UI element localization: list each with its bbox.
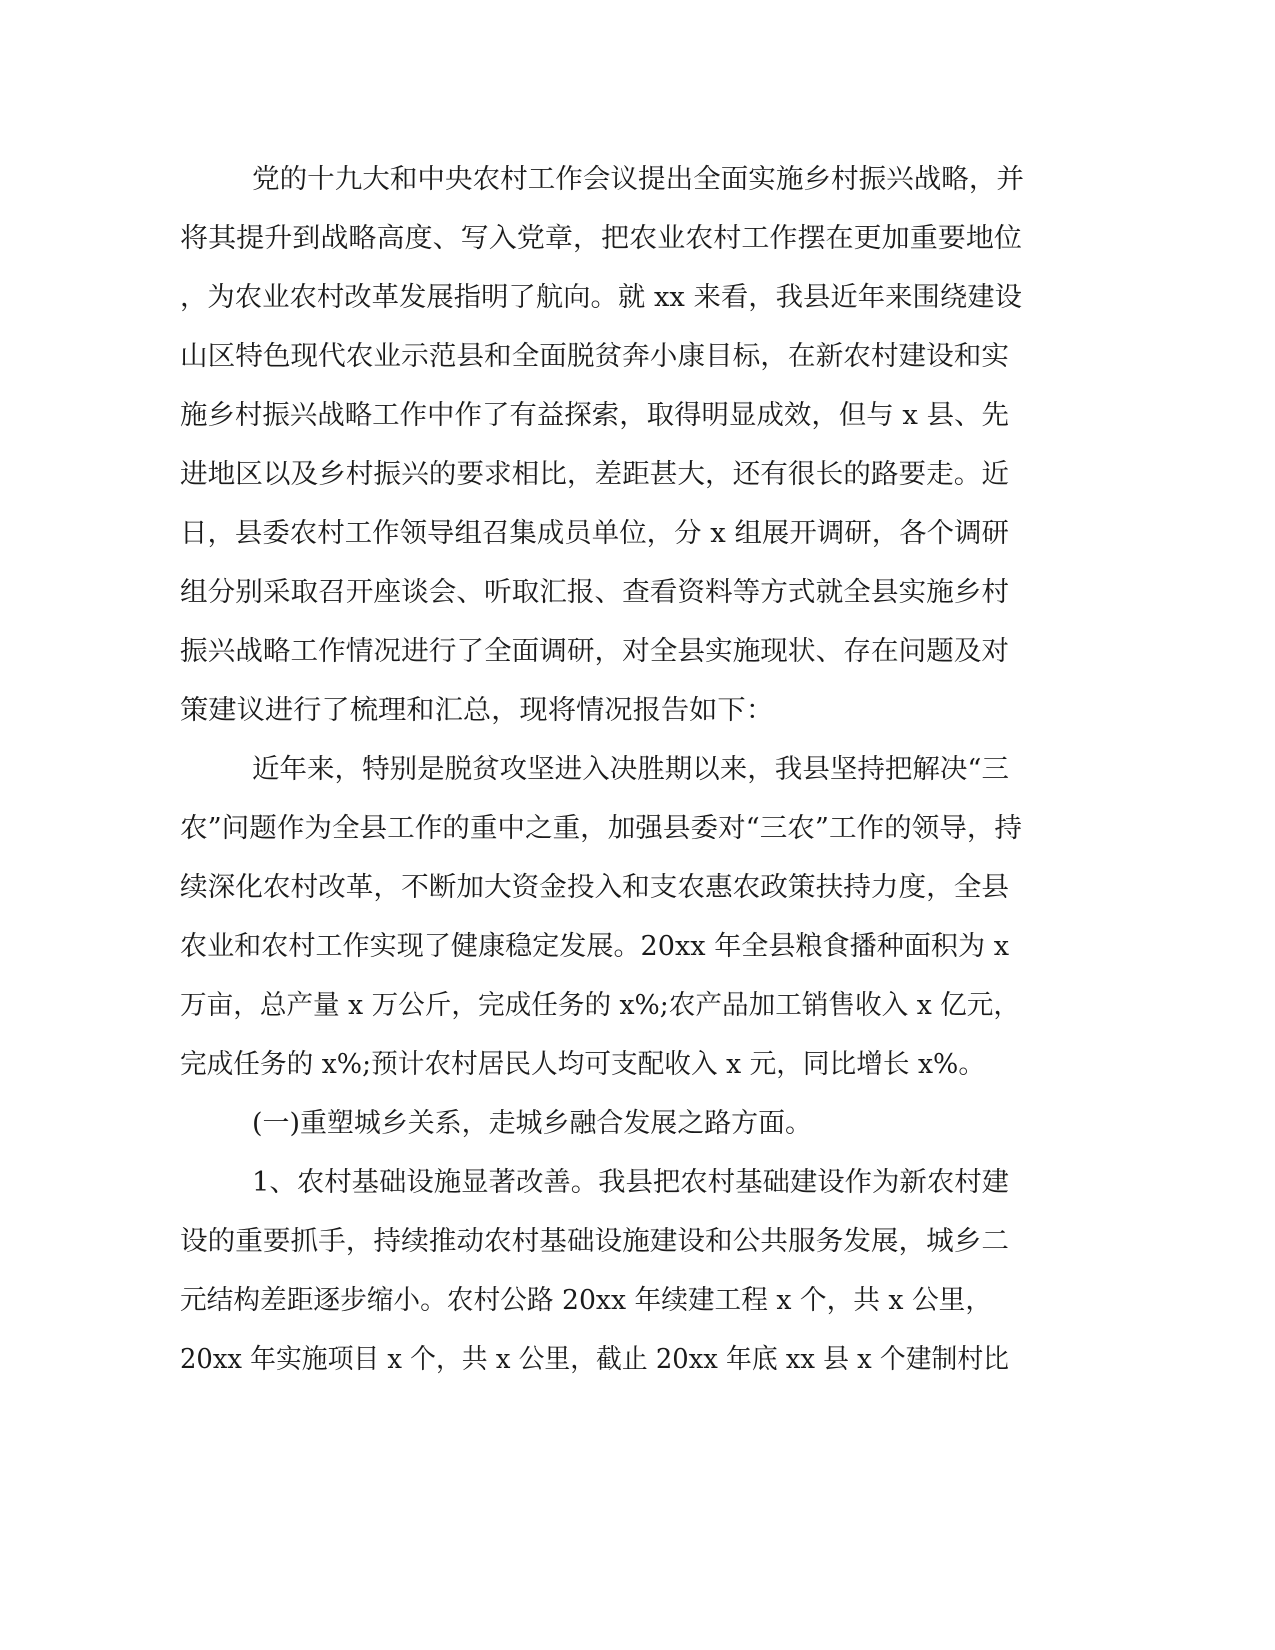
line-text: 农业和农村工作实现了健康稳定发展。20xx 年全县粮食播种面积为 x	[180, 931, 1009, 962]
line-text: 组分别采取召开座谈会、听取汇报、查看资料等方式就全县实施乡村	[180, 577, 1009, 608]
text-line	[0, 691, 1275, 731]
text-line	[0, 1163, 1275, 1203]
text-line	[0, 219, 1275, 259]
text-line	[0, 278, 1275, 318]
text-line	[0, 1222, 1275, 1262]
line-text: 设的重要抓手，持续推动农村基础设施建设和公共服务发展，城乡二	[180, 1226, 1009, 1257]
line-text: 山区特色现代农业示范县和全面脱贫奔小康目标，在新农村建设和实	[180, 341, 1009, 372]
text-line	[0, 927, 1275, 967]
text-line	[0, 986, 1275, 1026]
line-text: (一)重塑城乡关系，走城乡融合发展之路方面。	[252, 1108, 812, 1139]
line-text: 续深化农村改革，不断加大资金投入和支农惠农政策扶持力度，全县	[180, 872, 1009, 903]
text-line	[0, 573, 1275, 613]
line-text: 近年来，特别是脱贫攻坚进入决胜期以来，我县坚持把解决“三	[252, 754, 1009, 785]
line-text: ，为农业农村改革发展指明了航向。就 xx 来看，我县近年来围绕建设	[180, 282, 1022, 313]
line-text: 进地区以及乡村振兴的要求相比，差距甚大，还有很长的路要走。近	[180, 459, 1009, 490]
line-text: 元结构差距逐步缩小。农村公路 20xx 年续建工程 x 个，共 x 公里，	[180, 1285, 992, 1316]
text-line	[0, 1281, 1275, 1321]
text-line	[0, 160, 1275, 200]
line-text: 农”问题作为全县工作的重中之重，加强县委对“三农”工作的领导，持	[180, 813, 1022, 844]
line-text: 将其提升到战略高度、写入党章，把农业农村工作摆在更加重要地位	[180, 223, 1022, 254]
text-line	[0, 396, 1275, 436]
line-text: 振兴战略工作情况进行了全面调研，对全县实施现状、存在问题及对	[180, 636, 1009, 667]
text-line	[0, 514, 1275, 554]
line-text: 20xx 年实施项目 x 个，共 x 公里，截止 20xx 年底 xx 县 x 个建制村比	[180, 1344, 1009, 1375]
text-line	[0, 1340, 1275, 1380]
line-text: 施乡村振兴战略工作中作了有益探索，取得明显成效，但与 x 县、先	[180, 400, 1010, 431]
text-line	[0, 868, 1275, 908]
line-text: 日，县委农村工作领导组召集成员单位，分 x 组展开调研，各个调研	[180, 518, 1010, 549]
text-line	[0, 337, 1275, 377]
line-text: 万亩，总产量 x 万公斤，完成任务的 x%;农产品加工销售收入 x 亿元，	[180, 990, 1020, 1021]
text-line	[0, 809, 1275, 849]
line-text: 1、农村基础设施显著改善。我县把农村基础建设作为新农村建	[252, 1167, 1009, 1198]
text-line	[0, 455, 1275, 495]
text-line	[0, 632, 1275, 672]
text-line	[0, 1045, 1275, 1085]
text-line	[0, 750, 1275, 790]
text-line	[0, 1104, 1275, 1144]
line-text: 策建议进行了梳理和汇总，现将情况报告如下：	[180, 695, 775, 726]
line-text: 完成任务的 x%;预计农村居民人均可支配收入 x 元，同比增长 x%。	[180, 1049, 985, 1080]
line-text: 党的十九大和中央农村工作会议提出全面实施乡村振兴战略，并	[252, 164, 1024, 195]
